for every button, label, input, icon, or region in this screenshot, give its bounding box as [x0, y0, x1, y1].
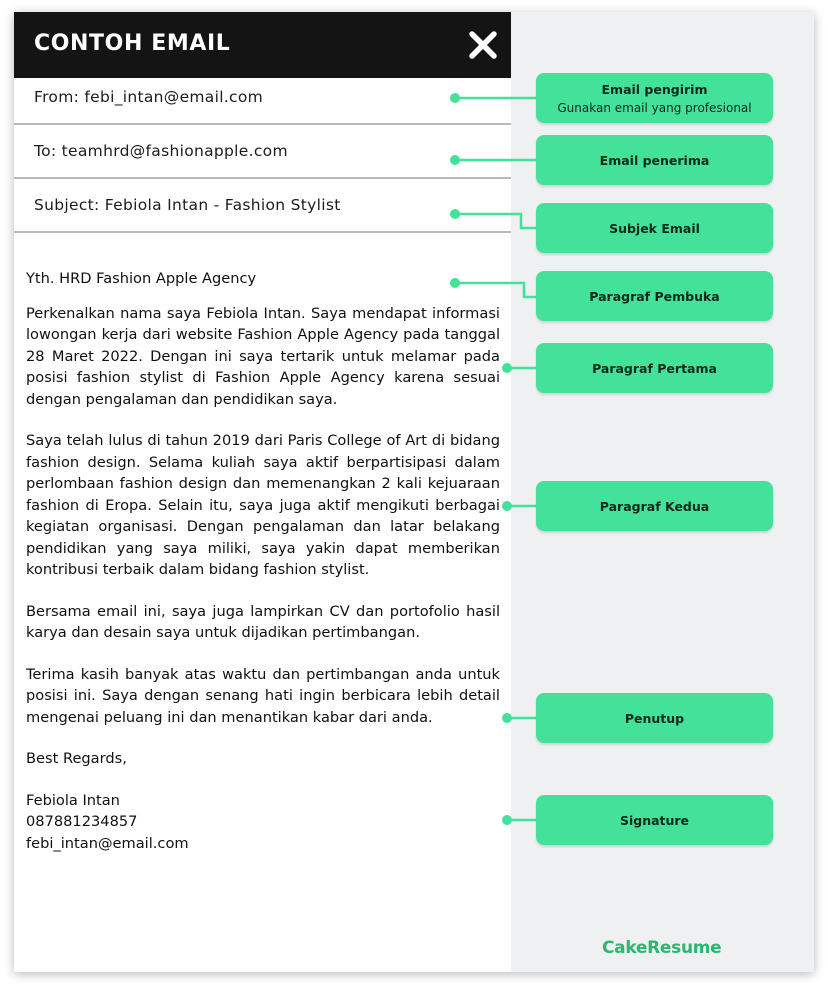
label-second-paragraph: [536, 481, 773, 531]
label-title: Paragraf Kedua: [599, 498, 710, 514]
label-title: Email pengirim: [601, 81, 708, 97]
paragraph-closing: Terima kasih banyak atas waktu dan pertimbangan anda untuk posisi ini. Saya dengan senang hati ingin berbicara lebih detail mengenai peluang ini dan menantikan kabar dari anda.: [26, 665, 500, 726]
from-field[interactable]: [14, 78, 511, 125]
from-text: From: febi_intan@email.com: [34, 88, 264, 106]
label-title: Email penerima: [599, 152, 710, 168]
greeting: Yth. HRD Fashion Apple Agency: [26, 270, 257, 287]
to-text: To: teamhrd@fashionapple.com: [34, 142, 288, 160]
label-opening-paragraph: [536, 271, 773, 321]
label-title: Penutup: [624, 710, 685, 726]
signature-phone: 087881234857: [26, 813, 138, 830]
subject-text: Subject: Febiola Intan - Fashion Stylist: [34, 196, 341, 214]
paragraph-third: Bersama email ini, saya juga lampirkan CV dan portofolio hasil karya dan desain saya untuk dijadikan pertimbangan.: [26, 602, 500, 641]
signature-email: febi_intan@email.com: [26, 834, 189, 852]
paragraph-opening-first: Perkenalkan nama saya Febiola Intan. Saya mendapat informasi lowongan kerja dari website Fashion Apple Agency pada tanggal 28 Maret 2022. Dengan ini saya tertarik untuk melamar pada posisi fashion stylist di Fashion Apple Agency karena sesuai dengan pengalaman dan pendidikan saya.: [26, 304, 500, 408]
header-title: CONTOH EMAIL: [34, 31, 231, 56]
label-closing: [536, 693, 773, 743]
subject-field[interactable]: [14, 179, 511, 233]
label-title: Signature: [619, 812, 690, 828]
to-field[interactable]: [14, 125, 511, 179]
label-title: Subjek Email: [609, 220, 700, 236]
label-first-paragraph: [536, 343, 773, 393]
signature-name: Febiola Intan: [26, 791, 120, 809]
cakeresume-logo: CakeResume: [602, 938, 722, 958]
closing-line: Best Regards,: [26, 750, 127, 767]
paragraph-second: Saya telah lulus di tahun 2019 dari Paris College of Art di bidang fashion design. Selama kuliah saya aktif berpartisipasi dalam perlombaan fashion design dan memenangkan 2 kali kejuaraan fashion di Eropa. Selain itu, saya juga aktif mengikuti berbagai kegiatan organisasi. Dengan pengalaman dan latar belakang pendidikan yang saya miliki, saya yakin dapat memberikan kontribusi terbaik dalam bidang fashion stylist.: [26, 432, 500, 578]
email-example-card: [14, 12, 814, 972]
label-subject: [536, 203, 773, 253]
label-title: Paragraf Pertama: [592, 360, 717, 376]
label-title: Paragraf Pembuka: [589, 288, 720, 304]
label-subtitle: Gunakan email yang profesional: [557, 100, 752, 115]
label-email-sender: [536, 73, 773, 123]
label-email-recipient: [536, 135, 773, 185]
email-panel: [14, 12, 511, 972]
email-body: [26, 268, 500, 854]
email-header: [14, 12, 511, 78]
label-signature: [536, 795, 773, 845]
close-icon[interactable]: [466, 28, 500, 62]
